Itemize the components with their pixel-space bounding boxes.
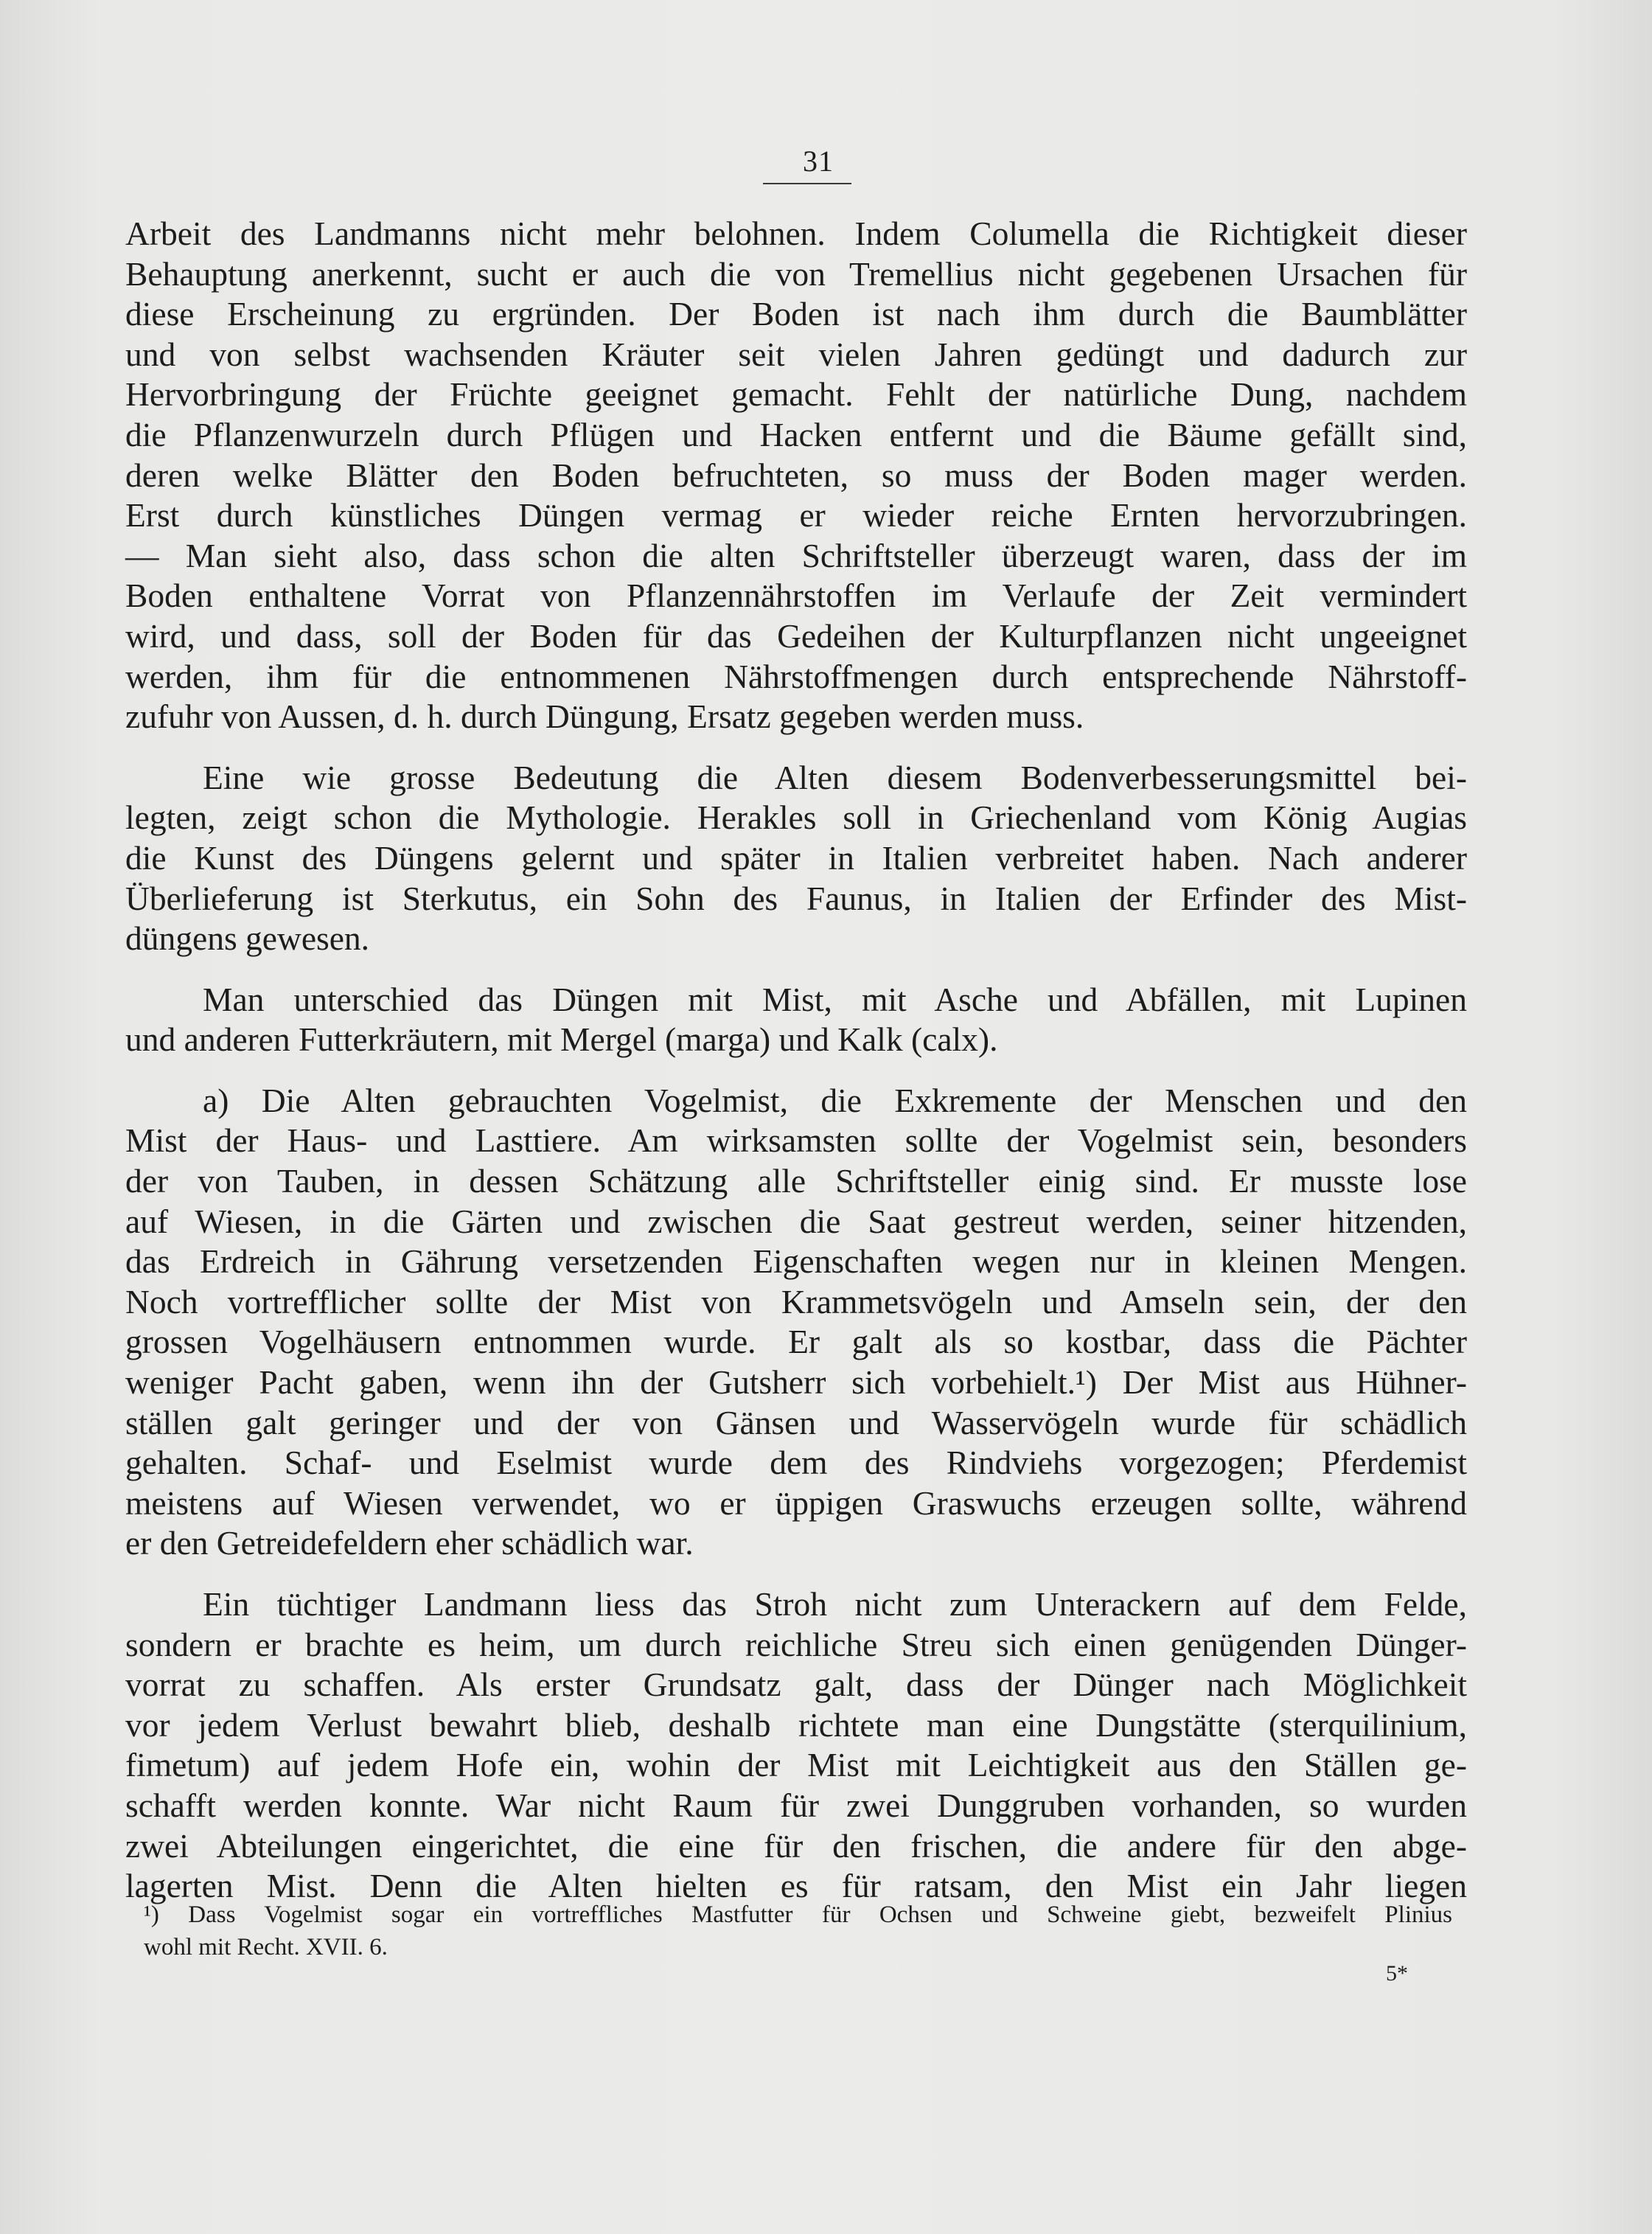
text-line: sondern er brachte es heim, um durch reichliche Streu sich einen genügenden Dünger-: [125, 1625, 1467, 1663]
text-line: — Man sieht also, dass schon die alten Schriftsteller überzeugt waren, dass der im: [125, 536, 1467, 574]
paragraph: [125, 1584, 1467, 1907]
text-line: die Pflanzenwurzeln durch Pflügen und Hacken entfernt und die Bäume gefällt sind,: [125, 415, 1467, 453]
text-line: Hervorbringung der Früchte geeignet gemacht. Fehlt der natürliche Dung, nachdem: [125, 375, 1467, 414]
text-line: werden, ihm für die entnommenen Nährstoffmengen durch entsprechende Nährstoff-: [125, 657, 1467, 695]
text-line: wird, und dass, soll der Boden für das Gedeihen der Kulturpflanzen nicht ungeeignet: [125, 616, 1467, 655]
text-line: Erst durch künstliches Düngen vermag er wieder reiche Ernten hervorzubringen.: [125, 496, 1467, 535]
text-line: Eine wie grosse Bedeutung die Alten diesem Bodenverbesserungsmittel bei-: [203, 758, 1467, 796]
text-line: Mist der Haus- und Lasttiere. Am wirksamsten sollte der Vogelmist sein, besonders: [125, 1121, 1467, 1160]
page-number-rule: [763, 183, 851, 184]
text-line: diese Erscheinung zu ergründen. Der Boden ist nach ihm durch die Baumblätter: [125, 295, 1467, 333]
text-line: Boden enthaltene Vorrat von Pflanzennährstoffen im Verlaufe der Zeit vermindert: [125, 577, 1467, 615]
paragraph: [125, 980, 1467, 1060]
text-line: die Kunst des Düngens gelernt und später in Italien verbreitet haben. Nach anderer: [125, 838, 1467, 877]
text-line: und von selbst wachsenden Kräuter seit vielen Jahren gedüngt und dadurch zur: [125, 335, 1467, 373]
text-line: schafft werden konnte. War nicht Raum für zwei Dunggruben vorhanden, so wurden: [125, 1786, 1467, 1824]
printer-signature-mark: 5*: [1386, 1961, 1408, 1986]
text-line: lagerten Mist. Denn die Alten hielten es für ratsam, den Mist ein Jahr liegen: [125, 1867, 1467, 1905]
footnote-line: wohl mit Recht. XVII. 6.: [144, 1934, 388, 1960]
text-line: Behauptung anerkennt, sucht er auch die von Tremellius nicht gegebenen Ursachen für: [125, 254, 1467, 293]
text-line: und anderen Futterkräutern, mit Mergel (marga) und Kalk (calx).: [125, 1020, 998, 1059]
text-line: a) Die Alten gebrauchten Vogelmist, die Exkremente der Menschen und den: [203, 1081, 1467, 1119]
text-line: Noch vortrefflicher sollte der Mist von Krammetsvögeln und Amseln sein, der den: [125, 1282, 1467, 1320]
text-line: vorrat zu schaffen. Als erster Grundsatz galt, dass der Dünger nach Möglichkeit: [125, 1666, 1467, 1704]
text-line: Man unterschied das Düngen mit Mist, mit Asche und Abfällen, mit Lupinen: [203, 980, 1467, 1018]
text-line: zufuhr von Aussen, d. h. durch Düngung, Ersatz gegeben werden muss.: [125, 697, 1084, 736]
text-line: vor jedem Verlust bewahrt blieb, deshalb richtete man eine Dungstätte (sterquilinium,: [125, 1705, 1467, 1744]
text-line: der von Tauben, in dessen Schätzung alle Schriftsteller einig sind. Er musste lose: [125, 1162, 1467, 1200]
text-line: Ein tüchtiger Landmann liess das Stroh nicht zum Unterackern auf dem Felde,: [203, 1585, 1467, 1623]
paragraph: [125, 214, 1467, 737]
footnotes: [144, 1899, 1452, 1963]
footnote-line: ¹) Dass Vogelmist sogar ein vortreffliches Mastfutter für Ochsen und Schweine giebt, bezweifelt Plinius: [144, 1901, 1452, 1928]
text-line: grossen Vogelhäusern entnommen wurde. Er galt als so kostbar, dass die Pächter: [125, 1323, 1467, 1361]
text-line: weniger Pacht gaben, wenn ihn der Gutsherr sich vorbehielt.¹) Der Mist aus Hühner-: [125, 1363, 1467, 1402]
text-line: zwei Abteilungen eingerichtet, die eine für den frischen, die andere für den abge-: [125, 1826, 1467, 1865]
text-line: Überlieferung ist Sterkutus, ein Sohn des Faunus, in Italien der Erfinder des Mist-: [125, 879, 1467, 917]
text-line: er den Getreidefeldern eher schädlich war.: [125, 1524, 694, 1562]
text-line: legten, zeigt schon die Mythologie. Herakles soll in Griechenland vom König Augias: [125, 798, 1467, 837]
text-line: das Erdreich in Gährung versetzenden Eigenschaften wegen nur in kleinen Mengen.: [125, 1242, 1467, 1281]
text-line: ställen galt geringer und der von Gänsen und Wasservögeln wurde für schädlich: [125, 1403, 1467, 1441]
text-line: auf Wiesen, in die Gärten und zwischen die Saat gestreut werden, seiner hitzenden,: [125, 1202, 1467, 1240]
page-number: 31: [803, 145, 834, 178]
paragraph: [125, 1081, 1467, 1564]
paragraph: [125, 758, 1467, 959]
text-line: gehalten. Schaf- und Eselmist wurde dem des Rindviehs vorgezogen; Pferdemist: [125, 1444, 1467, 1482]
text-line: meistens auf Wiesen verwendet, wo er üppigen Graswuchs erzeugen sollte, während: [125, 1483, 1467, 1522]
body-text: [125, 214, 1467, 1907]
text-line: düngens gewesen.: [125, 919, 370, 958]
text-line: deren welke Blätter den Boden befruchteten, so muss der Boden mager werden.: [125, 456, 1467, 494]
text-line: fimetum) auf jedem Hofe ein, wohin der Mist mit Leichtigkeit aus den Ställen ge-: [125, 1746, 1467, 1784]
text-line: Arbeit des Landmanns nicht mehr belohnen. Indem Columella die Richtigkeit dieser: [125, 215, 1467, 252]
